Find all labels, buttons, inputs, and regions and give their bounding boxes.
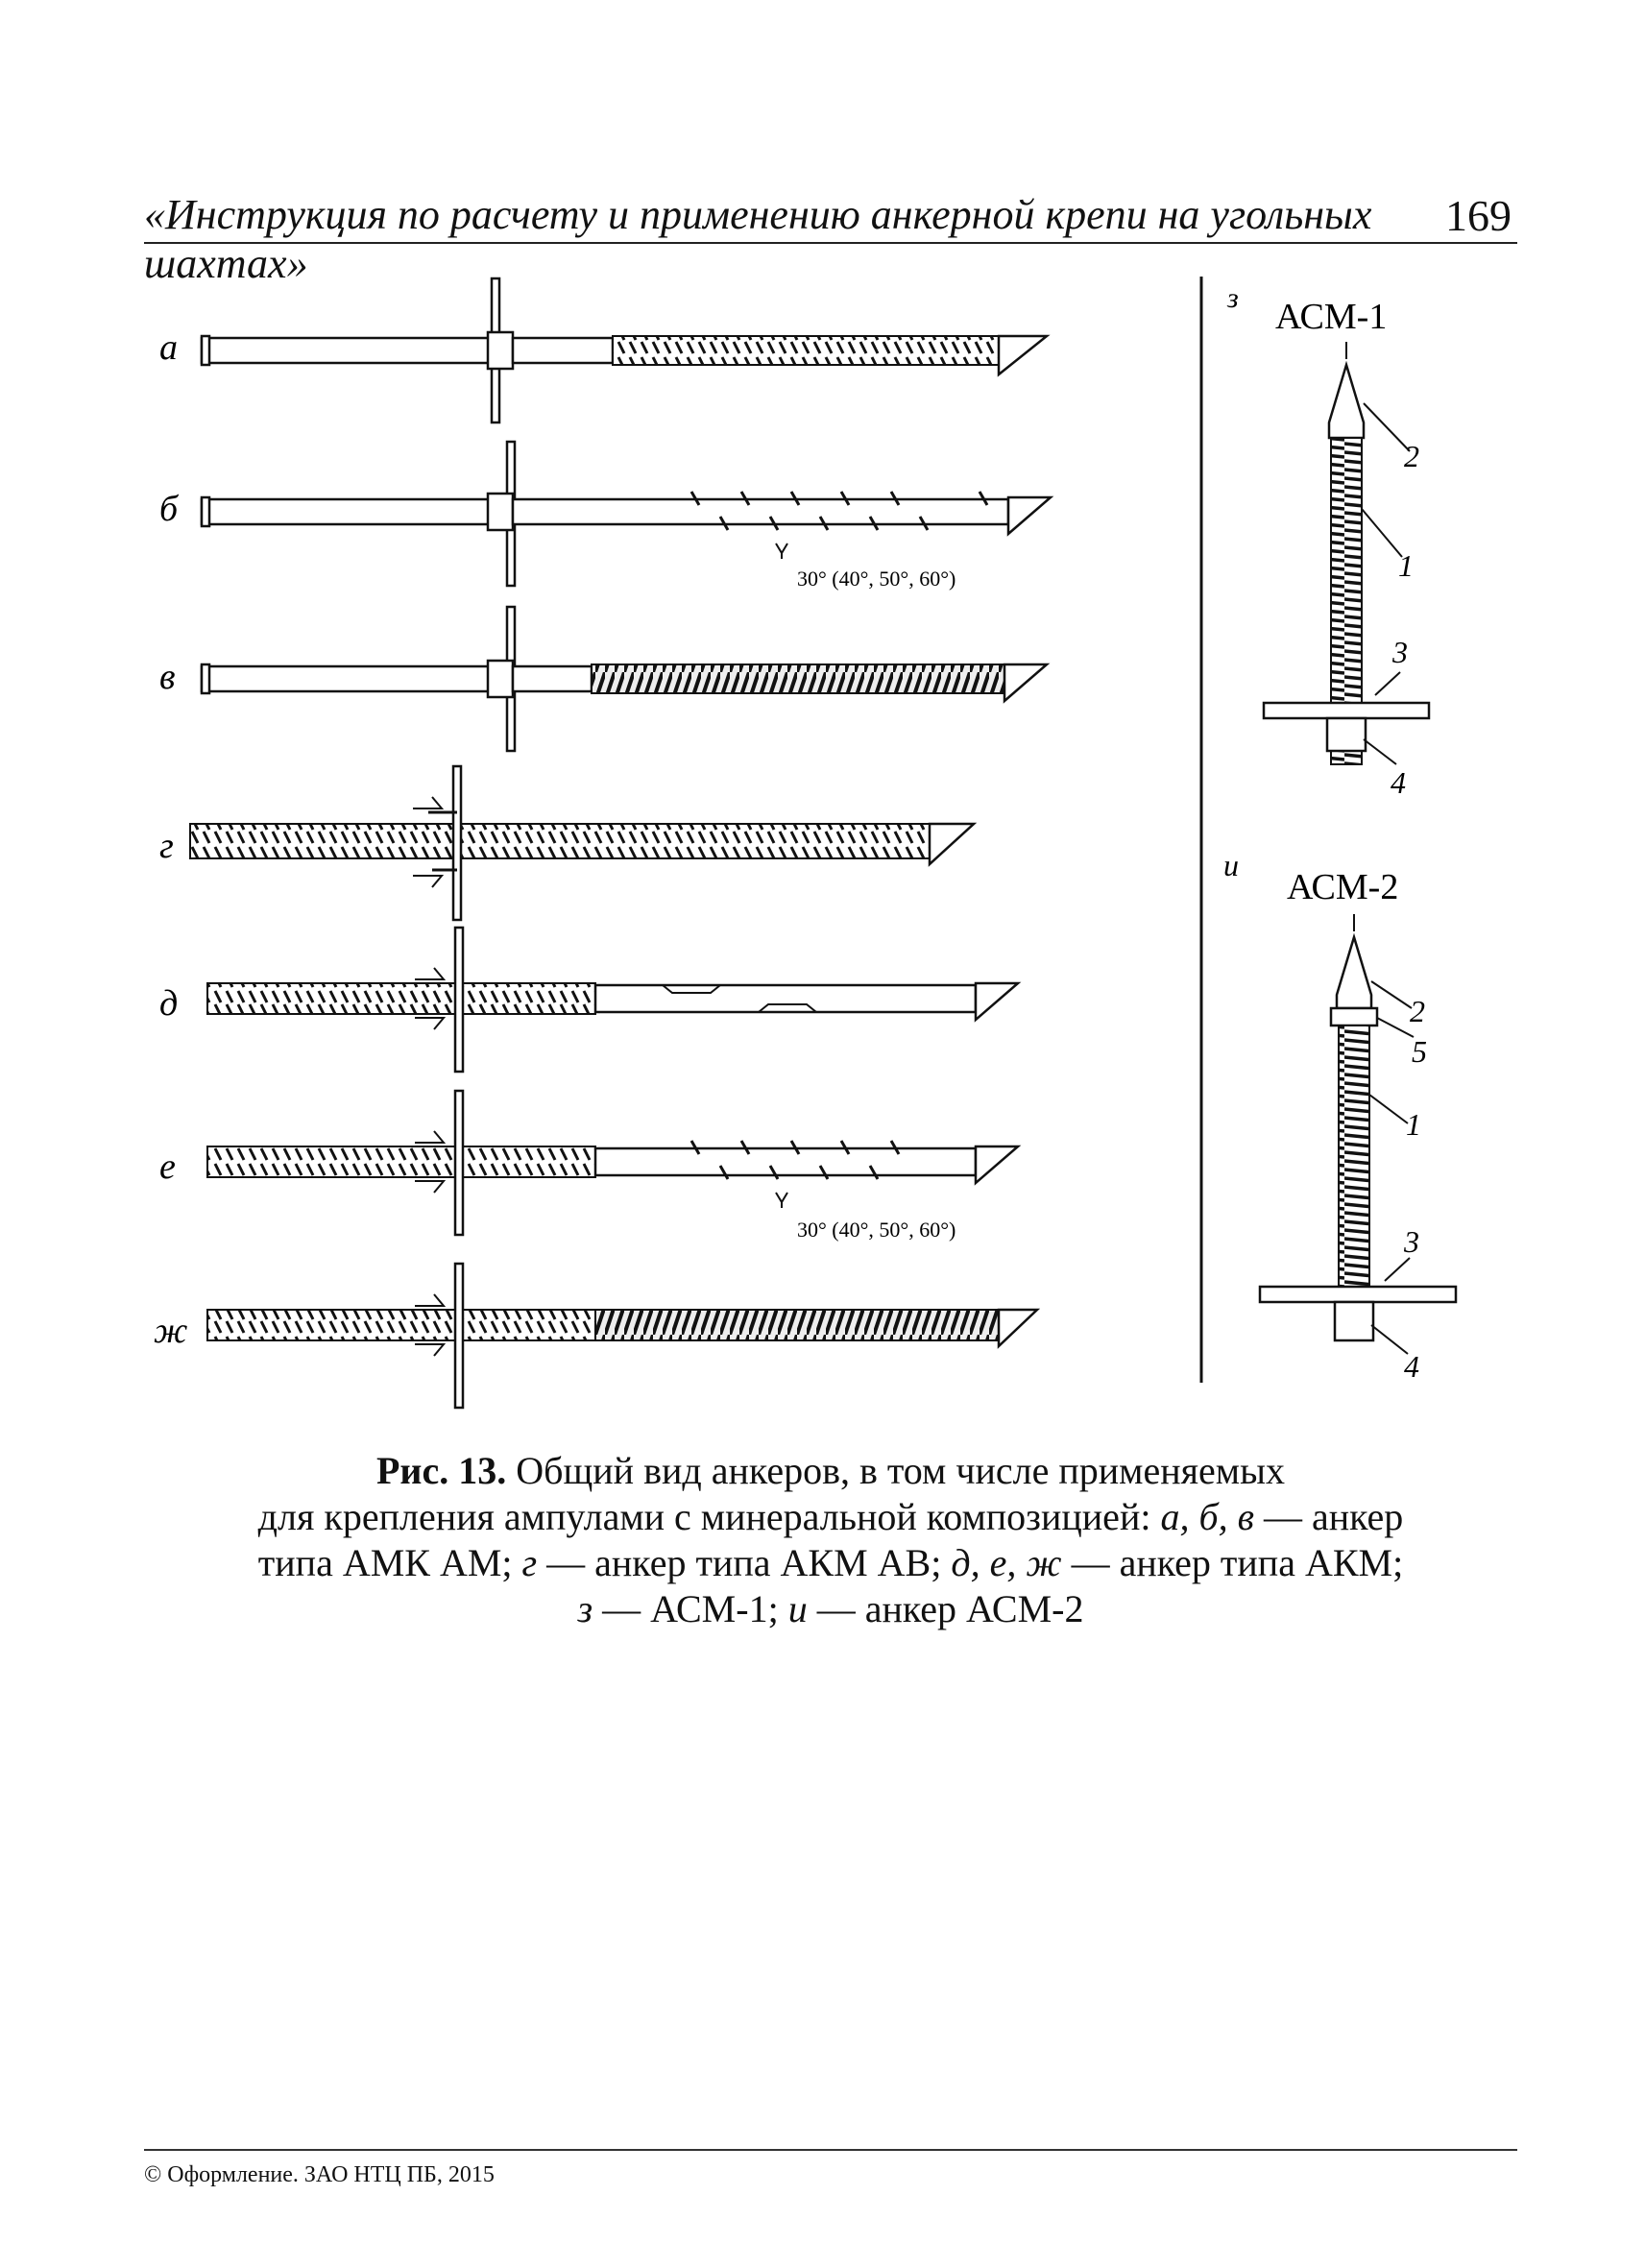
anchor-g bbox=[190, 766, 974, 920]
row-label-d: д bbox=[159, 983, 179, 1024]
panel-i-title: АСМ-2 bbox=[1287, 867, 1399, 907]
caption-line3-c: — анкер типа АКМ; bbox=[1061, 1541, 1404, 1584]
panel-i-letter: и bbox=[1223, 848, 1239, 882]
callout-z-3: 3 bbox=[1392, 635, 1408, 669]
caption-line4-a: — АСМ-1; bbox=[593, 1587, 788, 1630]
caption-line2-letters: а, б, в bbox=[1160, 1495, 1254, 1538]
anchor-e bbox=[207, 1091, 1018, 1242]
angle-note-b: 30° (40°, 50°, 60°) bbox=[797, 567, 956, 591]
anchor-a bbox=[202, 278, 1047, 422]
callout-z-4: 4 bbox=[1391, 765, 1406, 800]
caption-line3-g: г bbox=[521, 1541, 538, 1584]
callout-i-3: 3 bbox=[1404, 1224, 1419, 1259]
figure-caption bbox=[144, 1448, 1517, 1632]
figure-13 bbox=[144, 269, 1517, 1421]
callout-i-1: 1 bbox=[1406, 1107, 1421, 1142]
page-header bbox=[144, 188, 1517, 287]
caption-line4-z: з bbox=[577, 1587, 593, 1630]
caption-line3-a: типа АМК АМ; bbox=[257, 1541, 522, 1584]
row-label-v: в bbox=[159, 657, 176, 697]
anchor-zh bbox=[207, 1264, 1037, 1408]
row-label-b: б bbox=[159, 489, 179, 529]
callout-i-5: 5 bbox=[1412, 1034, 1427, 1069]
caption-label: Рис. 13. bbox=[376, 1449, 507, 1492]
caption-line3-letters: д, е, ж bbox=[951, 1541, 1062, 1584]
anchor-d bbox=[207, 928, 1018, 1072]
footer-rule bbox=[144, 2149, 1517, 2151]
callout-z-1: 1 bbox=[1398, 548, 1414, 583]
row-label-e: е bbox=[159, 1146, 176, 1187]
running-title: «Инструкция по расчету и применению анкерной крепи на угольных шахтах» bbox=[144, 191, 1372, 287]
panel-asm1 bbox=[1226, 282, 1429, 800]
panel-asm2 bbox=[1223, 848, 1456, 1384]
anchor-b bbox=[202, 442, 1051, 591]
caption-line4-i: и bbox=[787, 1587, 808, 1630]
callout-i-4: 4 bbox=[1404, 1349, 1419, 1384]
callout-z-2: 2 bbox=[1404, 439, 1419, 473]
row-label-zh: ж bbox=[154, 1311, 188, 1351]
anchor-v bbox=[202, 607, 1047, 751]
panel-z-title: АСМ-1 bbox=[1275, 297, 1388, 337]
caption-line3-b: — анкер типа АКМ АВ; bbox=[537, 1541, 952, 1584]
caption-line2-tail: — анкер bbox=[1253, 1495, 1404, 1538]
callout-i-2: 2 bbox=[1410, 994, 1425, 1028]
row-label-g: г bbox=[159, 826, 174, 866]
footer-copyright: © Оформление. ЗАО НТЦ ПБ, 2015 bbox=[144, 2162, 495, 2187]
caption-line4-b: — анкер АСМ-2 bbox=[807, 1587, 1084, 1630]
panel-z-letter: з bbox=[1227, 282, 1239, 314]
angle-note-e: 30° (40°, 50°, 60°) bbox=[797, 1218, 956, 1242]
caption-line2-text: для крепления ампулами с минеральной композицией: bbox=[257, 1495, 1161, 1538]
anchor-drawings bbox=[144, 269, 1517, 1421]
caption-line1: Общий вид анкеров, в том числе применяемых bbox=[516, 1449, 1285, 1492]
row-label-a: а bbox=[159, 327, 178, 368]
page-number: 169 bbox=[1445, 191, 1512, 240]
